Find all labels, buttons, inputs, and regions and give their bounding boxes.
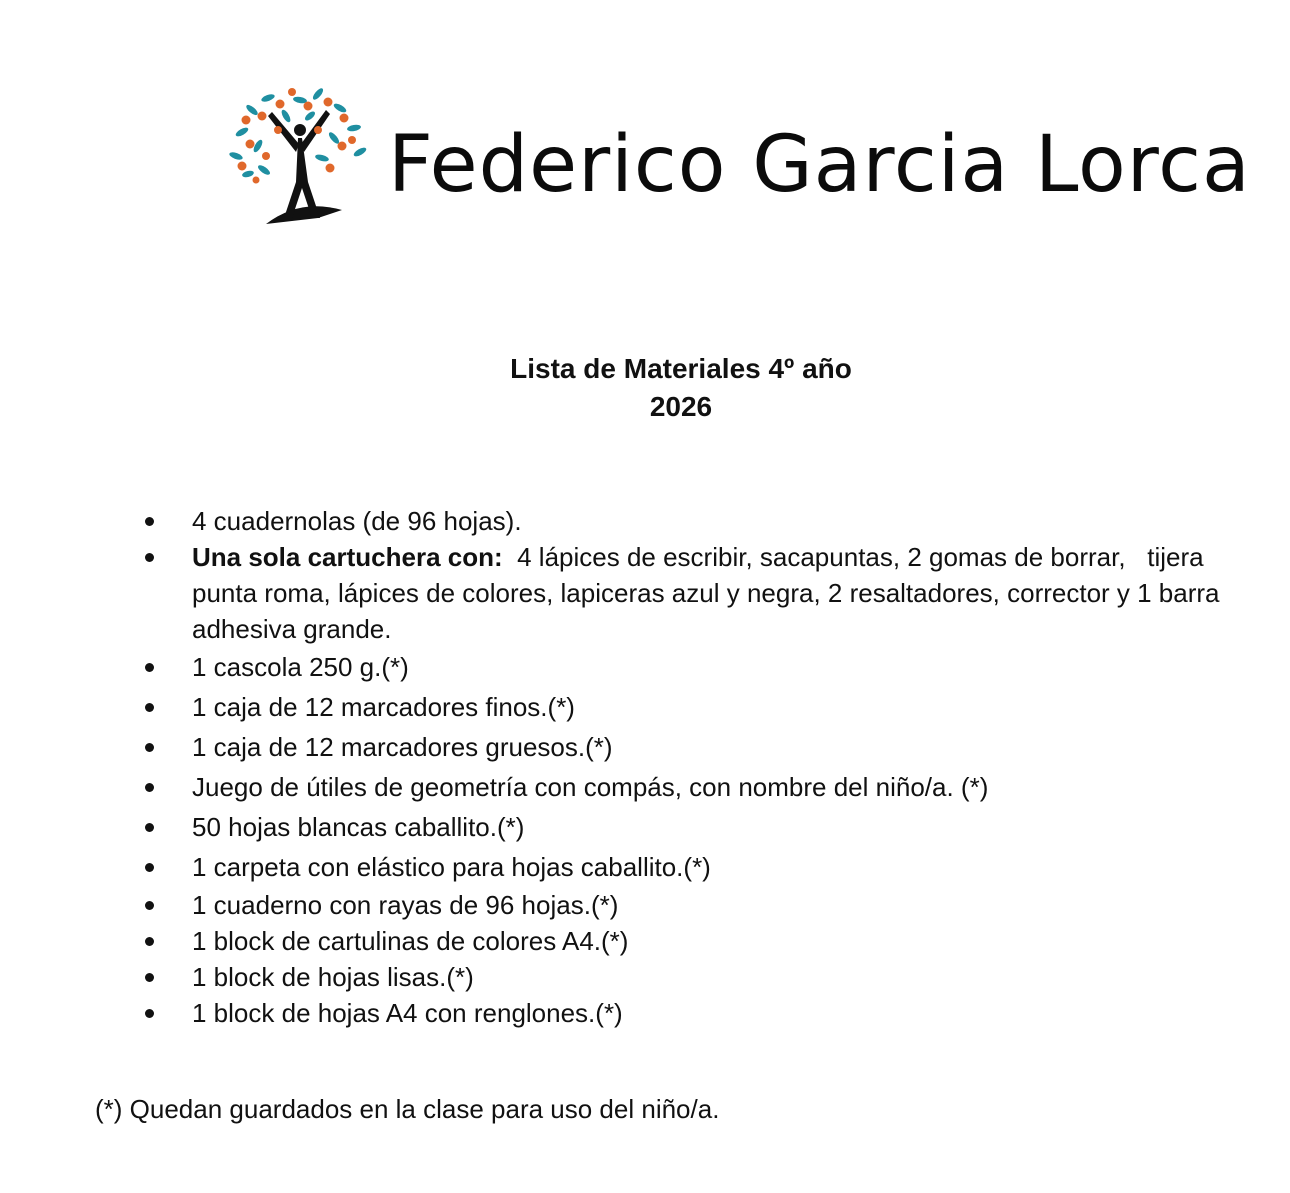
- bullet: [145, 783, 154, 792]
- item-text: 1 caja de 12 marcadores gruesos.(*): [192, 732, 613, 762]
- item-text: 1 cascola 250 g.(*): [192, 652, 409, 682]
- list-item: [140, 807, 1220, 847]
- item-text: 50 hojas blancas caballito.(*): [192, 812, 525, 842]
- bullet: [145, 703, 154, 712]
- bullet: [145, 743, 154, 752]
- list-item: [140, 959, 1220, 995]
- list-item: [140, 503, 1220, 539]
- list-item: [140, 767, 1220, 807]
- list-item: [140, 995, 1220, 1031]
- item-text: 1 block de hojas A4 con renglones.(*): [192, 998, 623, 1028]
- school-name: Federico Garcia Lorca: [388, 120, 1251, 210]
- list-item: [140, 727, 1220, 767]
- tree-person-icon: [222, 86, 372, 234]
- school-logo: [222, 86, 1251, 236]
- list-item: [140, 687, 1220, 727]
- item-text: 1 block de cartulinas de colores A4.(*): [192, 926, 629, 956]
- bullet: [145, 973, 154, 982]
- footnote: (*) Quedan guardados en la clase para uso del niño/a.: [95, 1094, 720, 1124]
- bullet: [145, 517, 154, 526]
- page-title: Lista de Materiales 4º año: [510, 353, 852, 384]
- item-text: 1 cuaderno con rayas de 96 hojas.(*): [192, 890, 619, 920]
- bullet: [145, 823, 154, 832]
- bullet: [145, 901, 154, 910]
- item-text: 1 block de hojas lisas.(*): [192, 962, 474, 992]
- list-item: [140, 847, 1220, 887]
- list-item: [140, 647, 1220, 687]
- bullet: [145, 663, 154, 672]
- list-item: [140, 887, 1220, 923]
- list-item: [140, 539, 1227, 647]
- item-text: Juego de útiles de geometría con compás, con nombre del niño/a. (*): [192, 772, 989, 802]
- item-text: 1 caja de 12 marcadores finos.(*): [192, 692, 575, 722]
- item-text: 1 carpeta con elástico para hojas caballito.(*): [192, 852, 711, 882]
- bullet: [145, 937, 154, 946]
- item-bold-text: Una sola cartuchera con:: [192, 542, 503, 572]
- list-item: [140, 923, 1220, 959]
- bullet: [145, 553, 154, 562]
- bullet: [145, 863, 154, 872]
- bullet: [145, 1009, 154, 1018]
- page-year: 2026: [649, 391, 713, 422]
- materials-list: [140, 503, 1227, 1031]
- item-text: 4 lápices de escribir, sacapuntas, 2 gomas de borrar, tijera punta roma, lápices de colores, lapiceras azul y negra, 2 resaltadores, corrector y 1 barra adhesiva grande.: [192, 542, 1227, 644]
- item-text: 4 cuadernolas (de 96 hojas).: [192, 506, 522, 536]
